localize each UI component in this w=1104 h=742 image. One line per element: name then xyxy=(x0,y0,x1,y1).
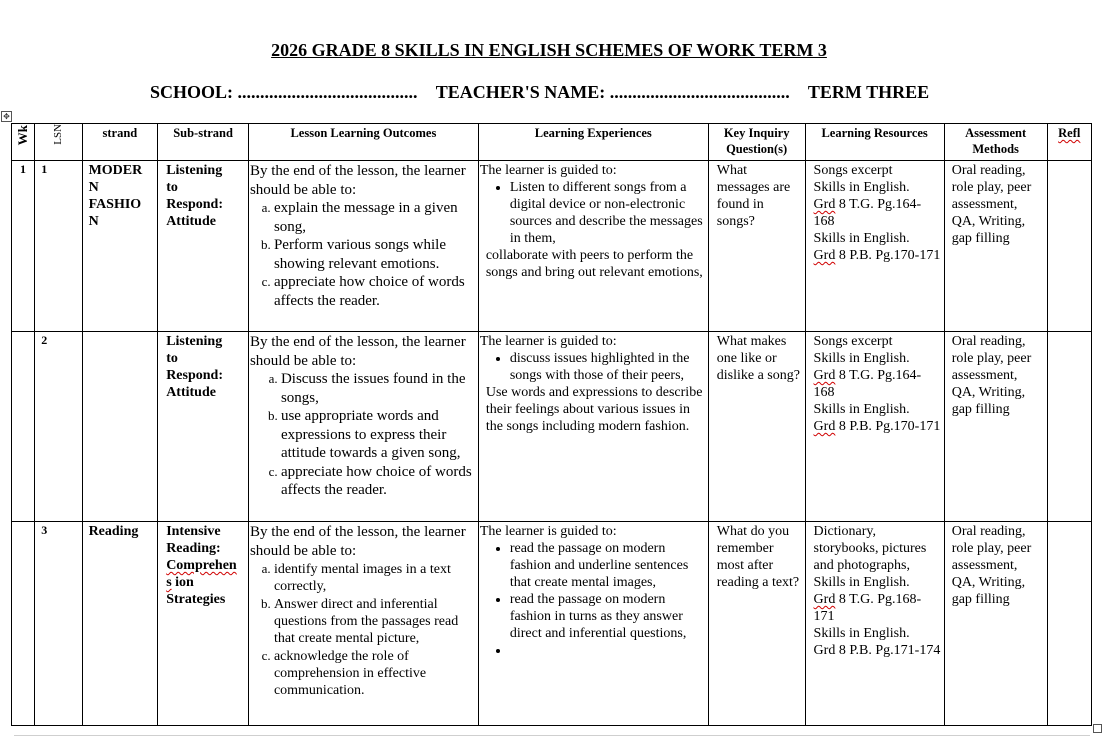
header-resources: Learning Resources xyxy=(805,124,944,161)
reflection-cell[interactable] xyxy=(1047,522,1091,726)
substrand-cell: Intensive Reading: Comprehen s ion Strategies xyxy=(158,522,249,726)
experiences-cell: The learner is guided to: • read the passage on modern fashion and underline sentences that create mental images, • read the passage on modern fashion in turns as they answer direct and inferential questions, • xyxy=(478,522,708,726)
lesson-cell: 3 xyxy=(35,522,82,726)
header-wk: Wk xyxy=(12,124,35,161)
experiences-cell: The learner is guided to: • discuss issues highlighted in the songs with those of their peers, Use words and expressions to describe their feelings about various issues in the songs including modern fashion. xyxy=(478,332,708,522)
header-lsn: LSN xyxy=(35,124,82,161)
outcome-item: a. identify mental images in a text correctly, xyxy=(274,560,476,595)
teacher-name-field[interactable]: TEACHER'S NAME: ........................................ xyxy=(435,82,790,102)
school-field[interactable]: SCHOOL: ........................................ xyxy=(150,82,418,102)
experience-item: • read the passage on modern fashion in turns as they answer direct and inferential questions, xyxy=(510,591,706,642)
strand-cell xyxy=(82,332,158,522)
outcome-item: c. appreciate how choice of words affects the reader. xyxy=(281,463,476,500)
table-row xyxy=(12,522,1092,726)
experience-item xyxy=(510,642,706,659)
header-row xyxy=(12,124,1092,161)
header-assessment: Assessment Methods xyxy=(944,124,1047,161)
header-reflection: Refl xyxy=(1047,124,1091,161)
substrand-cell: Listening to Respond: Attitude xyxy=(158,332,249,522)
strand-cell: Reading xyxy=(82,522,158,726)
experience-item: • read the passage on modern fashion and underline sentences that create mental images, xyxy=(510,540,706,591)
term-label: TERM THREE xyxy=(807,82,930,102)
header-info-line xyxy=(150,82,943,103)
experience-item: • discuss issues highlighted in the songs with those of their peers, xyxy=(510,350,706,384)
outcome-item: b. Answer direct and inferential questions from the passages read that create mental picture, xyxy=(274,595,476,647)
outcomes-cell: By the end of the lesson, the learner should be able to: a. identify mental images in a text correctly, b. Answer direct and inferential questions from the passages read that create mental picture, c. acknowledge the role of comprehension in effective communication. xyxy=(248,522,478,726)
outcome-item: b. use appropriate words and expressions to express their attitude towards a given song, xyxy=(281,407,476,463)
table-move-handle-icon[interactable]: ✥ xyxy=(1,111,12,122)
strand-cell: MODER N FASHIO N xyxy=(82,161,158,332)
outcome-item: a. Discuss the issues found in the songs, xyxy=(281,370,476,407)
week-cell xyxy=(12,522,35,726)
assessment-cell: Oral reading, role play, peer assessment, QA, Writing, gap filling xyxy=(944,161,1047,332)
experience-item: • Listen to different songs from a digital device or non-electronic sources and describe the messages in them, xyxy=(510,179,706,247)
lesson-cell: 2 xyxy=(35,332,82,522)
key-inquiry-cell: What do you remember most after reading a text? xyxy=(708,522,805,726)
key-inquiry-cell: What messages are found in songs? xyxy=(708,161,805,332)
outcome-item: c. appreciate how choice of words affects the reader. xyxy=(274,273,476,310)
table-resize-handle-icon[interactable] xyxy=(1093,724,1102,733)
outcome-item: c. acknowledge the role of comprehension in effective communication. xyxy=(274,647,476,699)
reflection-cell[interactable] xyxy=(1047,161,1091,332)
lesson-cell: 1 xyxy=(35,161,82,332)
experiences-cell: The learner is guided to: • Listen to different songs from a digital device or non-electronic sources and describe the messages in them, collaborate with peers to perform the songs and bring out relevant emotions, xyxy=(478,161,708,332)
page-bottom-divider xyxy=(14,735,1090,736)
key-inquiry-cell: What makes one like or dislike a song? xyxy=(708,332,805,522)
resources-cell: Songs excerpt Skills in English. Grd 8 T.G. Pg.164-168 Skills in English. Grd 8 P.B. Pg.170-171 xyxy=(805,161,944,332)
scheme-table xyxy=(11,123,1092,726)
outcomes-cell: By the end of the lesson, the learner should be able to: a. explain the message in a given song, b. Perform various songs while showing relevant emotions. c. appreciate how choice of words affects the reader. xyxy=(248,161,478,332)
header-strand: strand xyxy=(82,124,158,161)
reflection-cell[interactable] xyxy=(1047,332,1091,522)
assessment-cell: Oral reading, role play, peer assessment, QA, Writing, gap filling xyxy=(944,332,1047,522)
outcome-item: b. Perform various songs while showing relevant emotions. xyxy=(274,236,476,273)
week-cell xyxy=(12,332,35,522)
table-row xyxy=(12,332,1092,522)
outcomes-cell: By the end of the lesson, the learner should be able to: a. Discuss the issues found in the songs, b. use appropriate words and expressions to express their attitude towards a given song, c. appreciate how choice of words affects the reader. xyxy=(248,332,478,522)
resources-cell: Songs excerpt Skills in English. Grd 8 T.G. Pg.164-168 Skills in English. Grd 8 P.B. Pg.170-171 xyxy=(805,332,944,522)
document-title: 2026 GRADE 8 SKILLS IN ENGLISH SCHEMES OF WORK TERM 3 xyxy=(271,40,827,60)
substrand-cell: Listening to Respond: Attitude xyxy=(158,161,249,332)
week-cell: 1 xyxy=(12,161,35,332)
resources-cell: Dictionary, storybooks, pictures and photographs, Skills in English. Grd 8 T.G. Pg.168-171 Skills in English. Grd 8 P.B. Pg.171-174 xyxy=(805,522,944,726)
header-key-inquiry: Key Inquiry Question(s) xyxy=(708,124,805,161)
table-row xyxy=(12,161,1092,332)
header-substrand: Sub-strand xyxy=(158,124,249,161)
outcome-item: a. explain the message in a given song, xyxy=(274,199,476,236)
header-experiences: Learning Experiences xyxy=(478,124,708,161)
header-outcomes: Lesson Learning Outcomes xyxy=(248,124,478,161)
assessment-cell: Oral reading, role play, peer assessment, QA, Writing, gap filling xyxy=(944,522,1047,726)
